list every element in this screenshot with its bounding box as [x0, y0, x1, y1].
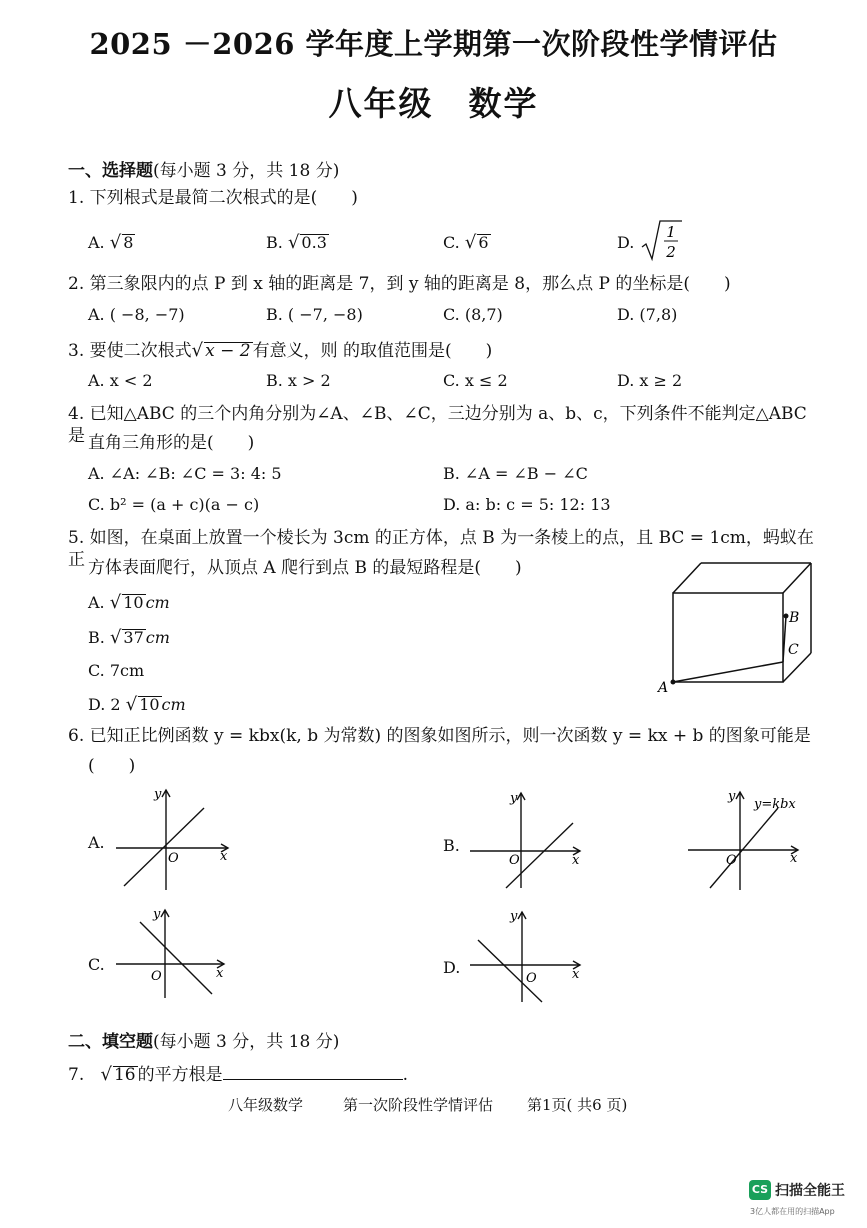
q2-option-a: A. ( −8, −7)	[88, 305, 185, 324]
svg-text:O: O	[526, 971, 537, 986]
q3-option-b: B. x > 2	[266, 371, 331, 390]
q3-stem: 3. 要使二次根式√ x − 2 有意义，则 的取值范围是( )	[68, 340, 493, 361]
q4-option-c: C. b² = (a + c)(a − c)	[88, 495, 260, 514]
q5-option-b: B. √ 37 cm	[88, 627, 170, 648]
q3-option-a: A. x < 2	[88, 371, 153, 390]
svg-text:x: x	[572, 853, 580, 868]
q1-option-c: C. √ 6	[443, 232, 489, 253]
section-1-heading	[68, 156, 339, 181]
svg-text:x: x	[216, 966, 224, 981]
q5-cube-figure	[650, 556, 820, 701]
cube-point-a	[671, 680, 676, 685]
q6-option-a-label: A.	[88, 833, 105, 852]
section-1-title: 一、选择题	[68, 161, 153, 181]
exam-title: 2025 －2026 学年度上学期第一次阶段性学情评估	[89, 27, 778, 61]
cube-label-a: A	[658, 680, 669, 696]
svg-text:y: y	[728, 789, 736, 804]
q6-option-b-label: B.	[443, 836, 460, 855]
q4-stem-line2: 直角三角形的是( )	[88, 433, 255, 453]
scanner-tagline: 3亿人都在用的扫描App	[750, 1207, 835, 1216]
q1-stem: 1. 下列根式是最简二次根式的是( )	[68, 188, 358, 208]
q6-option-c-label: C.	[88, 955, 105, 974]
svg-text:1: 1	[666, 223, 676, 241]
q2-option-c: C. (8,7)	[443, 305, 503, 324]
svg-text:y: y	[510, 791, 518, 806]
q6-option-d-label: D.	[443, 958, 461, 977]
q4-option-a: A. ∠A: ∠B: ∠C = 3: 4: 5	[88, 464, 282, 483]
cube-label-b: B	[789, 610, 800, 626]
q5-option-d: D. 2 √ 10 cm	[88, 694, 186, 715]
scanner-logo-icon: CS	[749, 1180, 771, 1200]
section-2-points: (每小题 3 分，共 18 分)	[153, 1032, 340, 1052]
q6-stem-line1: 6. 已知正比例函数 y = kbx(k, b 为常数) 的图象如图所示，则一次函数 y = kx + b 的图象可能是	[68, 726, 811, 746]
q1-option-b: B. √ 0.3	[266, 232, 327, 253]
q6-graph-b	[470, 790, 590, 890]
section-2-heading	[68, 1027, 339, 1052]
cube-label-c: C	[788, 642, 799, 658]
q6-graph-c	[116, 906, 231, 1002]
q5-option-a: A. √ 10 cm	[88, 592, 170, 613]
q7-stem: 7. √ 16 的平方根是 .	[68, 1064, 408, 1085]
svg-text:x: x	[220, 849, 228, 864]
cube-point-b	[784, 614, 789, 619]
svg-text:x: x	[572, 967, 580, 982]
q6-graph-d	[470, 908, 590, 1004]
q6-reference-graph	[688, 788, 813, 892]
q2-option-b: B. ( −7, −8)	[266, 305, 363, 324]
q2-stem: 2. 第三象限内的点 P 到 x 轴的距离是 7，到 y 轴的距离是 8，那么点 P 的坐标是( )	[68, 274, 731, 294]
q1-option-d: D.	[617, 233, 635, 252]
svg-text:y: y	[153, 907, 161, 922]
svg-text:O: O	[509, 853, 520, 868]
scanner-app-name: 扫描全能王	[775, 1183, 845, 1199]
footer-page: 第1页( 共6 页)	[527, 1096, 628, 1114]
svg-text:O: O	[168, 851, 179, 866]
section-2-title: 二、填空题	[68, 1032, 153, 1052]
q4-option-b: B. ∠A = ∠B − ∠C	[443, 464, 588, 483]
footer-left: 八年级数学	[228, 1096, 304, 1114]
q5-stem-line1: 5. 如图，在桌面上放置一个棱长为 3cm 的正方体，点 B 为一条棱上的点，且 BC = 1cm，蚂蚁在正	[68, 528, 814, 570]
q6-stem-line2: ( )	[88, 756, 136, 776]
q4-option-d: D. a: b: c = 5: 12: 13	[443, 495, 611, 514]
q6-graph-a	[116, 786, 236, 892]
q5-option-c: C. 7cm	[88, 661, 145, 680]
q5-stem-line2: 方体表面爬行，从顶点 A 爬行到点 B 的最短路程是( )	[88, 558, 522, 578]
q3-option-d: D. x ≥ 2	[617, 371, 683, 390]
svg-text:2: 2	[666, 243, 676, 261]
q2-option-d: D. (7,8)	[617, 305, 678, 324]
exam-subtitle: 八年级 数学	[328, 84, 539, 123]
q4-stem-line1: 4. 已知△ABC 的三个内角分别为∠A、∠B、∠C，三边分别为 a、b、c，下列条件不能判定△ABC 是	[68, 404, 807, 446]
reference-line-label: y=kbx	[754, 797, 796, 812]
footer-mid: 第一次阶段性学情评估	[343, 1096, 494, 1114]
q1-option-d-radical	[640, 217, 684, 263]
svg-text:O: O	[726, 853, 737, 868]
section-1-points: (每小题 3 分，共 18 分)	[153, 161, 340, 181]
q7-answer-blank	[223, 1065, 403, 1080]
q3-option-c: C. x ≤ 2	[443, 371, 508, 390]
q1-option-a: A. √ 8	[88, 232, 134, 253]
svg-text:y: y	[154, 787, 162, 802]
svg-text:x: x	[790, 851, 798, 866]
svg-text:O: O	[151, 969, 162, 984]
svg-text:y: y	[510, 909, 518, 924]
